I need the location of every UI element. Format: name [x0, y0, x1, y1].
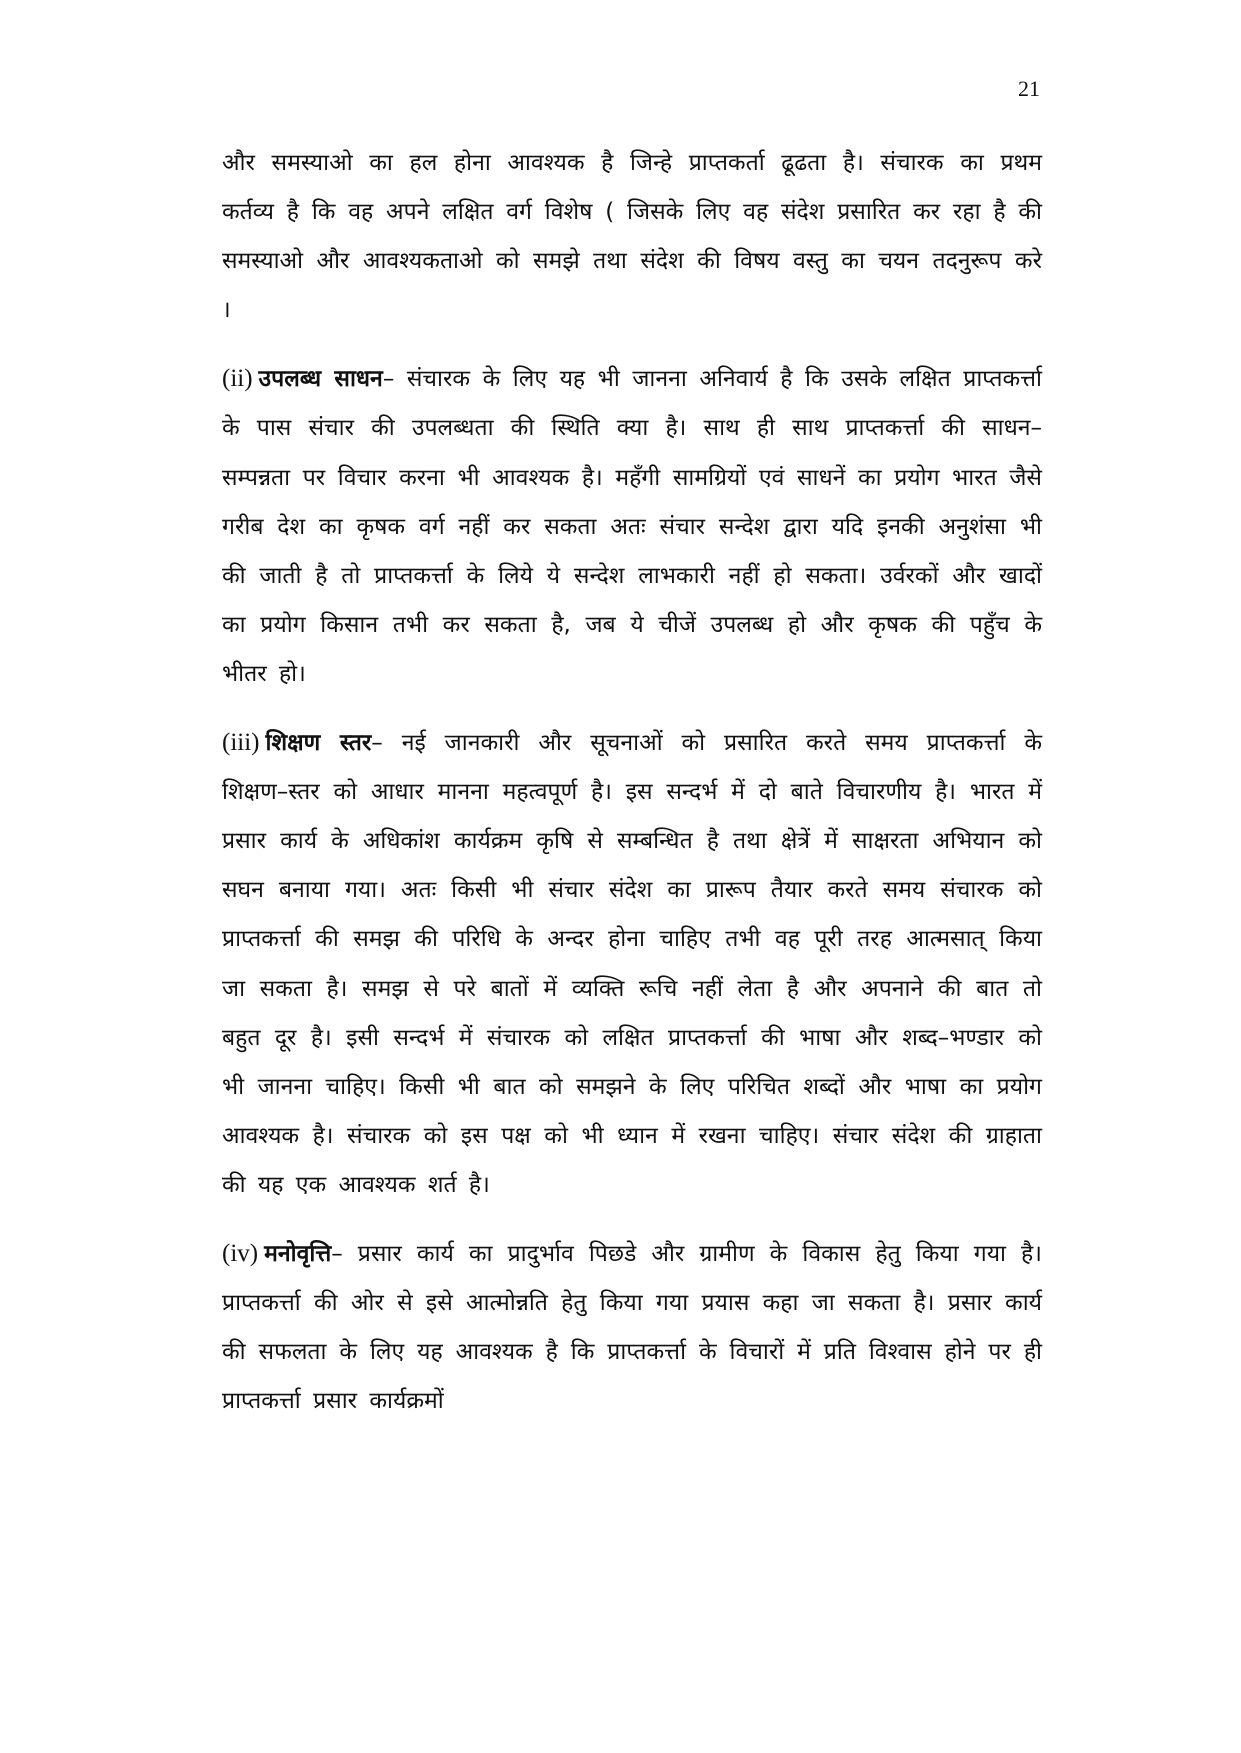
page-number: 21: [1018, 76, 1040, 101]
section-heading: उपलब्ध साधन: [258, 366, 383, 393]
paragraph-education-level: [222, 718, 1042, 1210]
paragraph-text: – नई जानकारी और सूचनाओं को प्रसारित करते समय प्राप्तकर्त्ता के शिक्षण–स्तर को आधार मानना महत्वपूर्ण है। इस सन्दर्भ में दो बाते विचारणीय है। भारत में प्रसार कार्य के अधिकांश कार्यक्रम कृषि से सम्बन्धित है तथा क्षेत्रें में साक्षरता अभियान को सघन बनाया गया। अतः किसी भी संचार संदेश का प्रारूप तैयार करते समय संचारक को प्राप्तकर्त्ता की समझ की परिधि के अन्दर होना चाहिए तभी वह पूरी तरह आत्मसात् किया जा सकता है। समझ से परे बातों में व्यक्ति रूचि नहीं लेता है और अपनाने की बात तो बहुत दूर है। इसी सन्दर्भ में संचारक को लक्षित प्राप्तकर्त्ता की भाषा और शब्द–भण्डार को भी जानना चाहिए। किसी भी बात को समझने के लिए परिचित शब्दों और भाषा का प्रयोग आवश्यक है। संचारक को इस पक्ष को भी ध्यान में रखना चाहिए। संचार संदेश की ग्राहाता की यह एक आवश्यक शर्त है।: [222, 730, 1042, 1198]
paragraph-intro: [222, 139, 1042, 335]
section-number: (ii): [222, 365, 253, 393]
paragraph-text: – संचारक के लिए यह भी जानना अनिवार्य है कि उसके लक्षित प्राप्तकर्त्ता के पास संचार की उपलब्धता की स्थिति क्या है। साथ ही साथ प्राप्तकर्त्ता की साधन–सम्पन्नता पर विचार करना भी आवश्यक है। महँगी सामग्रियों एवं साधनें का प्रयोग भारत जैसे गरीब देश का कृषक वर्ग नहीं कर सकता अतः संचार सन्देश द्वारा यदि इनकी अनुशंसा भी की जाती है तो प्राप्तकर्त्ता के लिये ये सन्देश लाभकारी नहीं हो सकता। उर्वरकों और खादों का प्रयोग किसान तभी कर सकता है, जब ये चीजें उपलब्ध हो और कृषक की पहुँच के भीतर हो।: [222, 366, 1042, 687]
section-number: (iii): [222, 729, 260, 757]
paragraph-text: और समस्याओ का हल होना आवश्यक है जिन्हे प्राप्तकर्ता ढूढता है। संचारक का प्रथम कर्तव्य है कि वह अपने लक्षित वर्ग विशेष ( जिसके लिए वह संदेश प्रसारित कर रहा है की समस्याओ और आवश्यकताओ को समझे तथा संदेश की विषय वस्तु का चयन तदनुरूप करे ।: [222, 150, 1042, 324]
paragraph-attitude: [222, 1229, 1042, 1426]
document-body: [222, 139, 1042, 1445]
section-number: (iv): [222, 1239, 259, 1267]
section-heading: शिक्षण स्तर: [265, 730, 372, 757]
paragraph-text: – प्रसार कार्य का प्रादुर्भाव पिछडे और ग्रामीण के विकास हेतु किया गया है। प्राप्तकर्त्ता की ओर से इसे आत्मोन्नति हेतु किया गया प्रयास कहा जा सकता है। प्रसार कार्य की सफलता के लिए यह आवश्यक है कि प्राप्तकर्त्ता के विचारों में प्रति विश्वास होने पर ही प्राप्तकर्त्ता प्रसार कार्यक्रमों: [222, 1240, 1042, 1415]
section-heading: मनोवृत्ति: [264, 1240, 332, 1267]
paragraph-available-resources: [222, 354, 1042, 699]
